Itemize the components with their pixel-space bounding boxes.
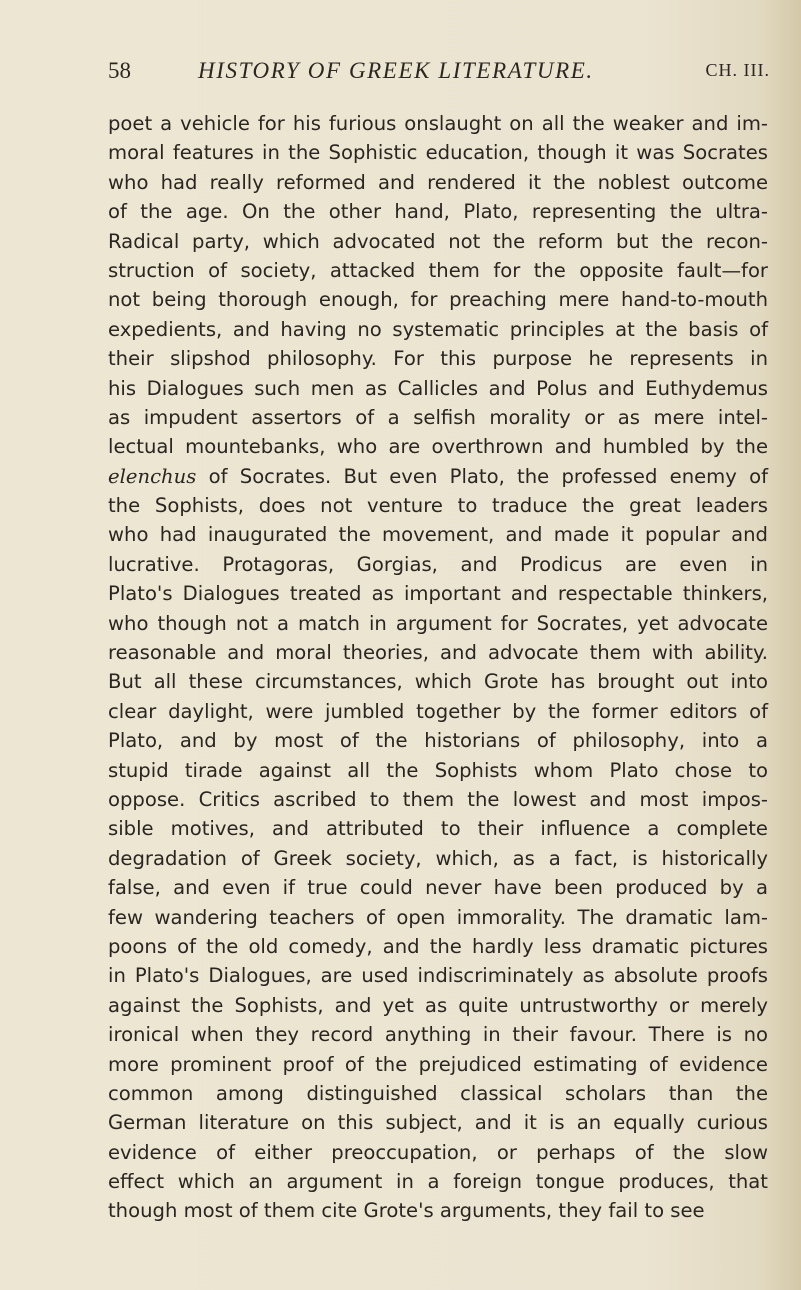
text-line: [108, 961, 768, 990]
text-line: [108, 785, 768, 814]
text-line: [108, 814, 768, 843]
line-text: sible motives, and attributed to their influence a complete: [108, 817, 768, 841]
line-text: of the age. On the other hand, Plato, representing the ultra-: [108, 200, 768, 224]
text-line: [108, 491, 768, 520]
text-line: [108, 1138, 768, 1167]
text-line: [108, 697, 768, 726]
line-text: though most of them cite Grote's arguments, they fail to see: [108, 1199, 705, 1223]
line-text: oppose. Critics ascribed to them the lowest and most impos-: [108, 787, 768, 811]
line-text: expedients, and having no systematic principles at the basis of: [108, 317, 768, 341]
line-text: German literature on this subject, and it is an equally curious: [108, 1111, 768, 1135]
line-text: common among distinguished classical scholars than the: [108, 1081, 768, 1105]
line-text: Radical party, which advocated not the reform but the recon-: [108, 229, 768, 253]
text-line: [108, 344, 768, 373]
line-text: lectual mountebanks, who are overthrown and humbled by the: [108, 435, 768, 459]
text-line: [108, 756, 768, 785]
line-text: stupid tirade against all the Sophists whom Plato chose to: [108, 758, 768, 782]
line-text: the Sophists, does not venture to traduce the great leaders: [108, 494, 768, 518]
text-line: [108, 256, 768, 285]
text-line: [108, 1050, 768, 1079]
text-line: [108, 227, 768, 256]
text-line: [108, 726, 768, 755]
line-text: more prominent proof of the prejudiced estimating of evidence: [108, 1052, 768, 1076]
text-line: [108, 667, 768, 696]
line-text: But all these circumstances, which Grote has brought out into: [108, 670, 768, 694]
page-header: [108, 50, 778, 94]
line-text: reasonable and moral theories, and advocate them with ability.: [108, 641, 768, 665]
text-line: [108, 1079, 768, 1108]
line-text: few wandering teachers of open immorality. The dramatic lam-: [108, 905, 768, 929]
line-text: as impudent assertors of a selfish morality or as mere intel-: [108, 405, 768, 429]
line-text: Plato's Dialogues treated as important and respectable thinkers,: [108, 582, 768, 606]
line-text: who had inaugurated the movement, and made it popular and: [108, 523, 768, 547]
line-text: poons of the old comedy, and the hardly less dramatic pictures: [108, 934, 768, 958]
text-line: [108, 168, 768, 197]
line-text: in Plato's Dialogues, are used indiscriminately as absolute proofs: [108, 964, 768, 988]
text-line: [108, 991, 768, 1020]
text-line: [108, 462, 768, 491]
line-text: against the Sophists, and yet as quite untrustworthy or merely: [108, 993, 768, 1017]
line-text: evidence of either preoccupation, or perhaps of the slow: [108, 1140, 768, 1164]
line-text: who had really reformed and rendered it the noblest outcome: [108, 170, 768, 194]
text-line: [108, 550, 768, 579]
text-line: [108, 432, 768, 461]
body-text: [108, 109, 768, 1226]
text-line: [108, 844, 768, 873]
line-text: poet a vehicle for his furious onslaught on all the weaker and im-: [108, 112, 768, 135]
text-line: [108, 1108, 768, 1137]
line-text: his Dialogues such men as Callicles and Polus and Euthydemus: [108, 376, 768, 400]
line-text: effect which an argument in a foreign tongue produces, that: [108, 1170, 768, 1194]
chapter-label: CH. III.: [705, 60, 770, 80]
line-text: not being thorough enough, for preaching mere hand-to-mouth: [108, 288, 768, 312]
text-line: [108, 932, 768, 961]
text-line: [108, 1167, 768, 1196]
line-text: ironical when they record anything in their favour. There is no: [108, 1023, 768, 1047]
line-text: clear daylight, were jumbled together by the former editors of: [108, 699, 768, 723]
page-number: 58: [108, 58, 131, 83]
text-line: [108, 1196, 768, 1225]
text-line: [108, 609, 768, 638]
text-line: [108, 873, 768, 902]
text-line: [108, 138, 768, 167]
italic-term: elenchus: [108, 464, 197, 488]
text-line: [108, 638, 768, 667]
text-line: [108, 579, 768, 608]
running-title: HISTORY OF GREEK LITERATURE.: [198, 58, 594, 83]
text-line: [108, 315, 768, 344]
text-line: [108, 374, 768, 403]
line-text: Plato, and by most of the historians of philosophy, into a: [108, 729, 768, 753]
line-text: struction of society, attacked them for the opposite fault—for: [108, 258, 768, 282]
text-line: [108, 520, 768, 549]
line-text: who though not a match in argument for Socrates, yet advocate: [108, 611, 768, 635]
line-text: degradation of Greek society, which, as a fact, is historically: [108, 846, 768, 870]
text-line: [108, 109, 768, 138]
line-text: their slipshod philosophy. For this purpose he represents in: [108, 347, 768, 371]
text-line: [108, 1020, 768, 1049]
text-line: [108, 197, 768, 226]
text-line: [108, 903, 768, 932]
line-text: of Socrates. But even Plato, the professed enemy of: [196, 464, 768, 488]
text-line: [108, 403, 768, 432]
line-text: false, and even if true could never have been produced by a: [108, 876, 768, 900]
text-line: [108, 285, 768, 314]
line-text: moral features in the Sophistic education, though it was Socrates: [108, 141, 768, 165]
line-text: lucrative. Protagoras, Gorgias, and Prodicus are even in: [108, 552, 768, 576]
